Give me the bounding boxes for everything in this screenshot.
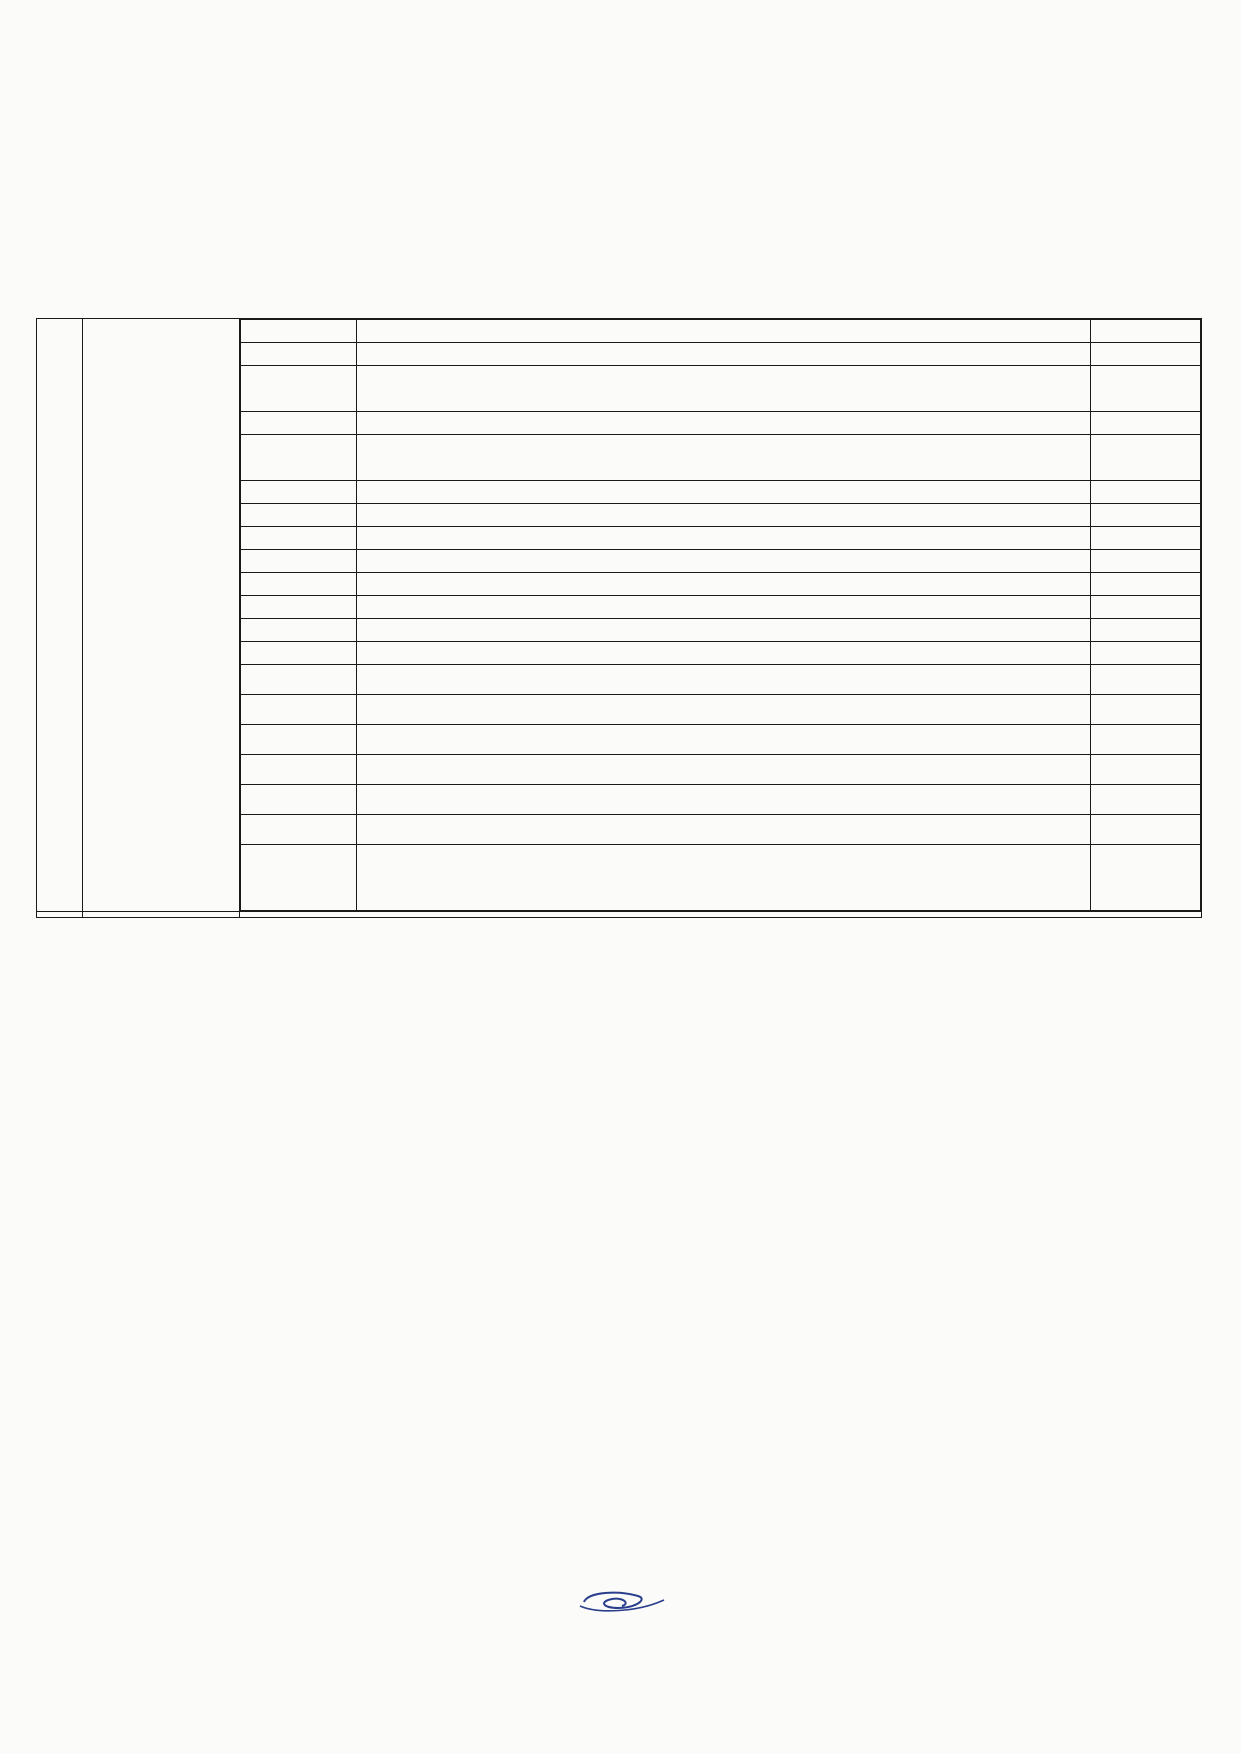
item-qty	[1091, 573, 1201, 596]
item-row	[241, 527, 1201, 550]
item-qty	[1091, 695, 1201, 725]
item-detail	[357, 695, 1091, 725]
items-header-sno	[241, 320, 357, 343]
item-qty	[1091, 596, 1201, 619]
item-detail	[357, 504, 1091, 527]
item-sno	[241, 665, 357, 695]
signature-mark	[578, 1588, 668, 1614]
item-detail	[357, 725, 1091, 755]
item-row	[241, 596, 1201, 619]
item-row	[241, 412, 1201, 435]
items-header-detail	[357, 320, 1091, 343]
item-qty	[1091, 435, 1201, 481]
row-number	[37, 912, 83, 918]
item-detail	[357, 343, 1091, 366]
item-row	[241, 755, 1201, 785]
item-detail	[357, 435, 1091, 481]
item-row	[241, 642, 1201, 665]
item-row	[241, 619, 1201, 642]
item-detail	[357, 550, 1091, 573]
item-qty	[1091, 642, 1201, 665]
item-sno	[241, 412, 357, 435]
tender-table	[36, 318, 1202, 918]
item-sno	[241, 815, 357, 845]
item-detail	[357, 845, 1091, 911]
item-detail	[357, 596, 1091, 619]
item-sno	[241, 596, 357, 619]
item-sno	[241, 527, 357, 550]
item-detail	[357, 481, 1091, 504]
item-row	[241, 785, 1201, 815]
item-qty	[1091, 504, 1201, 527]
item-qty	[1091, 815, 1201, 845]
items-table	[240, 319, 1201, 911]
item-sno	[241, 619, 357, 642]
item-sno	[241, 845, 357, 911]
item-detail	[357, 785, 1091, 815]
item-qty	[1091, 755, 1201, 785]
item-sno	[241, 504, 357, 527]
conditions-row	[37, 912, 1202, 918]
item-sno	[241, 573, 357, 596]
item-qty	[1091, 725, 1201, 755]
item-sno	[241, 481, 357, 504]
item-sno	[241, 366, 357, 412]
item-row	[241, 725, 1201, 755]
item-sno	[241, 642, 357, 665]
item-detail	[357, 366, 1091, 412]
items-header-qty	[1091, 320, 1201, 343]
item-detail	[357, 527, 1091, 550]
item-sno	[241, 343, 357, 366]
item-qty	[1091, 343, 1201, 366]
item-sno	[241, 725, 357, 755]
item-qty	[1091, 412, 1201, 435]
item-detail	[357, 642, 1091, 665]
works-row	[37, 319, 1202, 912]
item-sno	[241, 695, 357, 725]
item-row	[241, 504, 1201, 527]
item-qty	[1091, 845, 1201, 911]
item-qty	[1091, 527, 1201, 550]
item-row	[241, 815, 1201, 845]
item-qty	[1091, 619, 1201, 642]
item-row	[241, 665, 1201, 695]
item-detail	[357, 619, 1091, 642]
item-sno	[241, 785, 357, 815]
item-qty	[1091, 481, 1201, 504]
item-row	[241, 695, 1201, 725]
row-label	[83, 912, 240, 918]
item-qty	[1091, 665, 1201, 695]
item-row	[241, 845, 1201, 911]
item-detail	[357, 815, 1091, 845]
item-row	[241, 435, 1201, 481]
row-label	[83, 319, 240, 912]
item-sno	[241, 435, 357, 481]
item-row	[241, 573, 1201, 596]
item-row	[241, 366, 1201, 412]
row-number	[37, 319, 83, 912]
item-detail	[357, 755, 1091, 785]
item-qty	[1091, 785, 1201, 815]
item-sno	[241, 550, 357, 573]
item-sno	[241, 755, 357, 785]
item-detail	[357, 573, 1091, 596]
item-row	[241, 343, 1201, 366]
item-row	[241, 550, 1201, 573]
item-row	[241, 481, 1201, 504]
item-detail	[357, 412, 1091, 435]
item-qty	[1091, 366, 1201, 412]
item-qty	[1091, 550, 1201, 573]
item-detail	[357, 665, 1091, 695]
